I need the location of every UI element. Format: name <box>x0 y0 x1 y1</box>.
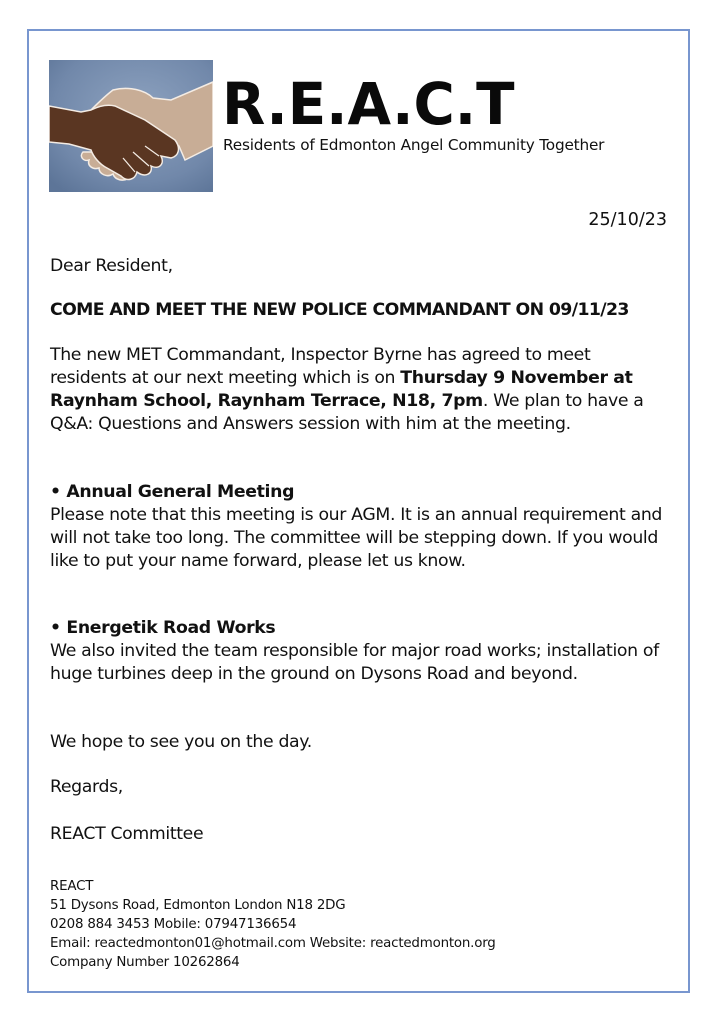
intro-text-before: The new MET Commandant, Inspector Byrne has agreed to meet residents at our next meeting which is on <box>50 345 591 388</box>
brand-title: R.E.A.C.T <box>222 70 515 138</box>
letter-date: 25/10/23 <box>588 210 667 230</box>
roadworks-section <box>50 617 670 686</box>
footer-contact <box>50 877 496 972</box>
agm-section <box>50 481 670 573</box>
signature: REACT Committee <box>50 824 204 844</box>
bullet-icon: • <box>50 618 61 638</box>
handshake-icon <box>49 60 213 192</box>
brand-subtitle: Residents of Edmonton Angel Community Together <box>223 136 605 154</box>
intro-text-after: . We plan to have a Q&A: Questions and Answers session with him at the meeting. <box>50 391 644 434</box>
website-label: Website: <box>309 936 367 951</box>
bullet-icon: • <box>50 482 61 502</box>
roadworks-heading-text: Energetik Road Works <box>66 618 276 638</box>
regards: Regards, <box>50 777 123 797</box>
footer-phones: 0208 884 3453 Mobile: 07947136654 <box>50 917 297 932</box>
agm-heading-text: Annual General Meeting <box>66 482 295 502</box>
roadworks-heading <box>50 617 670 640</box>
footer-company-number: Company Number 10262864 <box>50 955 240 970</box>
meeting-details: Thursday 9 November at Raynham School, Raynham Terrace, N18, 7pm <box>50 368 633 411</box>
footer-email-website <box>50 934 496 953</box>
email-label: Email: <box>50 936 91 951</box>
closing-line: We hope to see you on the day. <box>50 732 312 752</box>
agm-heading <box>50 481 670 504</box>
agm-body: Please note that this meeting is our AGM. It is an annual requirement and will not take too long. The committee will be stepping down. If you would like to put your name forward, please let us know. <box>50 505 663 571</box>
footer-address: 51 Dysons Road, Edmonton London N18 2DG <box>50 898 346 913</box>
email-address[interactable]: reactedmonton01@hotmail.com <box>94 936 306 951</box>
intro-paragraph <box>50 344 670 436</box>
footer-organisation: REACT <box>50 879 94 894</box>
website-link[interactable]: reactedmonton.org <box>370 936 496 951</box>
salutation: Dear Resident, <box>50 256 173 276</box>
headline: COME AND MEET THE NEW POLICE COMMANDANT ON 09/11/23 <box>50 300 629 320</box>
roadworks-body: We also invited the team responsible for major road works; installation of huge turbines deep in the ground on Dysons Road and beyond. <box>50 641 659 684</box>
